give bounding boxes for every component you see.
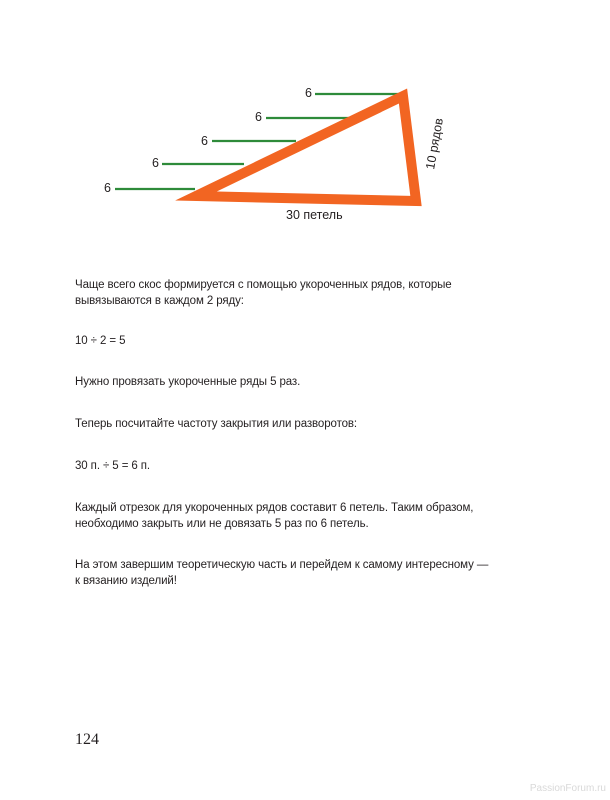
paragraph-intro-line-2: вывязываются в каждом 2 ряду:	[75, 295, 244, 307]
paragraph-conclusion	[75, 557, 515, 589]
step-label-5: 6	[305, 86, 312, 100]
short-rows-diagram	[0, 0, 610, 240]
page-number: 124	[75, 731, 99, 748]
paragraph-frequency	[75, 416, 515, 432]
triangle-shape	[196, 96, 416, 201]
formula-stitches-line: 30 п. ÷ 5 = 6 п.	[75, 460, 151, 472]
step-label-1: 6	[104, 181, 111, 195]
paragraph-segments-line-2: необходимо закрыть или не довязать 5 раз по 6 петель.	[75, 518, 369, 530]
paragraph-conclusion-line-2: к вязанию изделий!	[75, 575, 177, 587]
paragraph-intro	[75, 277, 515, 309]
watermark: PassionForum.ru	[529, 783, 606, 794]
formula-stitches	[75, 458, 515, 474]
paragraph-segments	[75, 500, 515, 532]
paragraph-conclusion-line-1: На этом завершим теоретическую часть и перейдем к самому интересному —	[75, 559, 489, 571]
step-label-4: 6	[255, 110, 262, 124]
step-label-3: 6	[201, 134, 208, 148]
paragraph-repeat	[75, 374, 515, 390]
step-label-2: 6	[152, 156, 159, 170]
formula-rows	[75, 333, 515, 349]
side-label: 10 рядов	[423, 117, 446, 171]
paragraph-segments-line-1: Каждый отрезок для укороченных рядов составит 6 петель. Таким образом,	[75, 502, 474, 514]
paragraph-intro-line-1: Чаще всего скос формируется с помощью укороченных рядов, которые	[75, 279, 452, 291]
base-label: 30 петель	[286, 208, 343, 222]
formula-rows-line: 10 ÷ 2 = 5	[75, 335, 126, 347]
paragraph-frequency-line: Теперь посчитайте частоту закрытия или разворотов:	[75, 418, 358, 430]
paragraph-repeat-line: Нужно провязать укороченные ряды 5 раз.	[75, 376, 301, 388]
